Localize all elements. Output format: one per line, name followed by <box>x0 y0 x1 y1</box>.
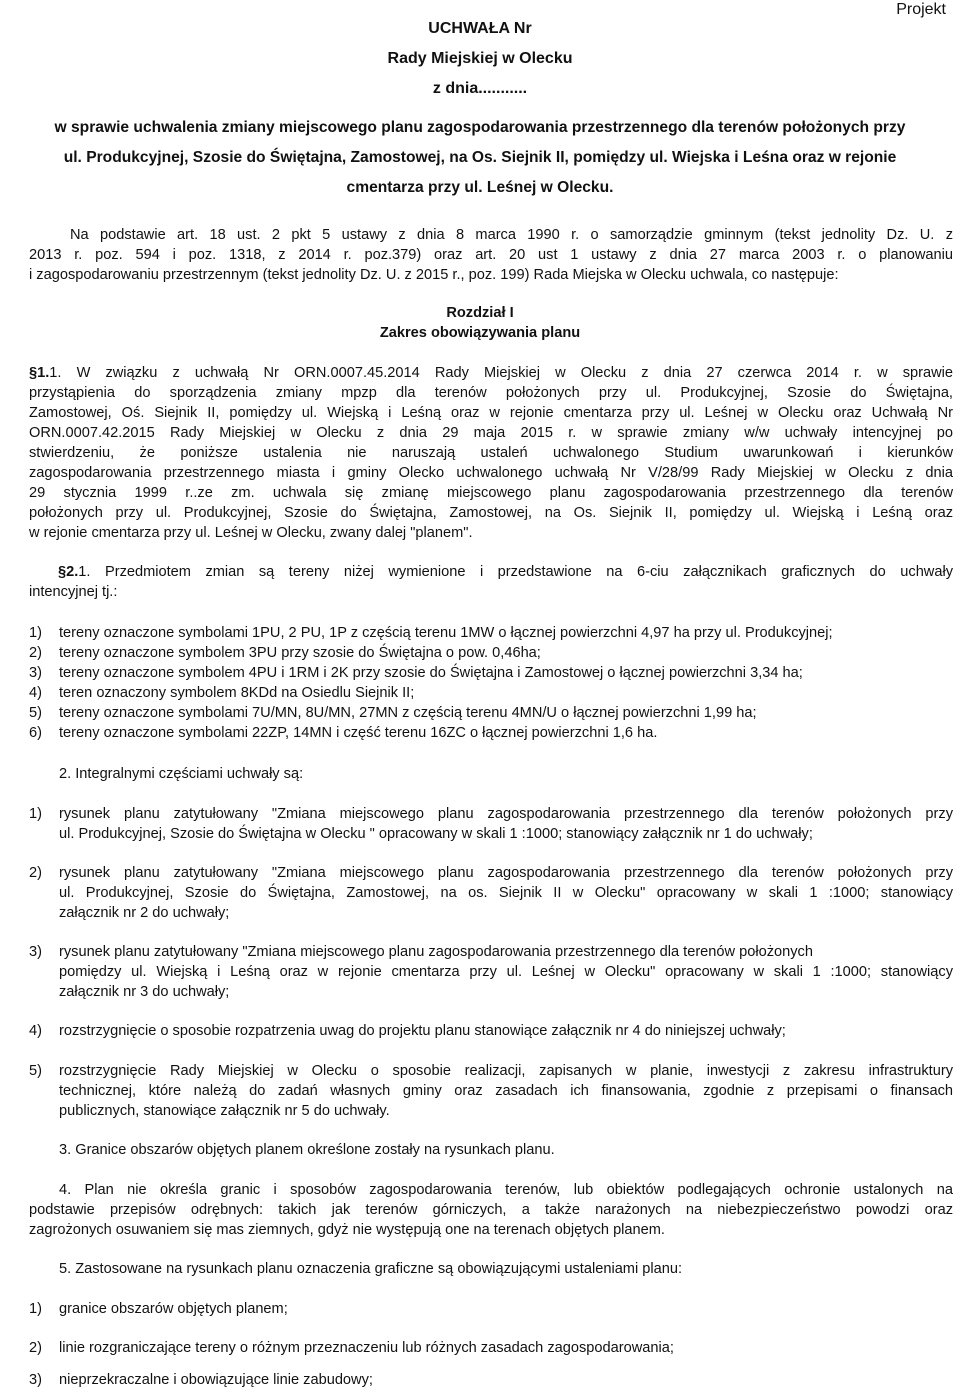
section-1-line: położonych przy ul. Produkcyjnej, Szosie do Świętajna, Zamostowej, na Os. Siejnik II, pomiędzy ul. Wiejską i Leśną oraz <box>29 505 953 521</box>
attachment-text: rysunek planu zatytułowany "Zmiana miejscowego planu zagospodarowania przestrzennego dla terenów położonych <box>59 944 813 960</box>
item-text: tereny oznaczone symbolami 7U/MN, 8U/MN, 27MN z częścią terenu 4MN/U o łącznej powierzchni 1,99 ha; <box>59 705 757 721</box>
attachment-text: załącznik nr 3 do uchwały; <box>59 984 230 1000</box>
item-text: linie rozgraniczające tereny o różnym przeznaczeniu lub różnych zasadach zagospodarowania; <box>59 1340 674 1356</box>
item-number: 4) <box>29 685 42 701</box>
item-text: tereny oznaczone symbolem 3PU przy szosie do Świętajna o pow. 0,46ha; <box>59 645 541 661</box>
title-line: cmentarza przy ul. Leśnej w Olecku. <box>346 179 614 196</box>
chapter-subtitle: Zakres obowiązywania planu <box>379 325 581 341</box>
item-number: 3) <box>29 665 42 681</box>
item-text: tereny oznaczone symbolami 1PU, 2 PU, 1P z częścią terenu 1MW o łącznej powierzchni 4,97 ha przy ul. Produkcyjnej; <box>59 625 833 641</box>
list-item <box>29 664 803 684</box>
attachment-text: rozstrzygnięcie Rady Miejskiej w Olecku o sposobie realizacji, zapisanych w planie, inwestycji z zakresu infrastruktury <box>59 1063 953 1079</box>
preamble-line: 2013 r. poz. 594 i poz. 1318, z 2014 r. poz.379) oraz art. 20 ust 1 ustawy z dnia 27 marca 2003 r. o planowaniu <box>29 247 953 263</box>
title-line: w sprawie uchwalenia zmiany miejscowego planu zagospodarowania przestrzennego dla terenów położonych przy <box>54 119 906 136</box>
section-sign: §1. <box>29 365 50 381</box>
item-number: 5) <box>29 705 42 721</box>
council-name: Rady Miejskiej w Olecku <box>387 50 573 67</box>
attachment-text: pomiędzy ul. Wiejską i Leśną oraz w rejonie cmentarza przy ul. Leśnej w Olecku" opracowany w skali 1 :1000; stanowiący <box>59 964 953 980</box>
section-1-line: 29 stycznia 1999 r..ze zm. uchwala się zmianę miejscowego planu zagospodarowania przestrzennego dla terenów <box>29 485 953 501</box>
attachment-text: publicznych, stanowiące załącznik nr 5 do uchwały. <box>59 1103 390 1119</box>
section-1-text: 1. W związku z uchwałą Nr ORN.0007.45.2014 Rady Miejskiej w Olecku z dnia 27 czerwca 2014 r. w sprawie <box>49 365 953 381</box>
item-number: 3) <box>29 1372 42 1388</box>
resolution-number: UCHWAŁA Nr <box>428 20 532 37</box>
preamble-line: i zagospodarowaniu przestrzennym (tekst jednolity Dz. U. z 2015 r., poz. 199) Rada Miejska w Olecku uchwala, co następuje: <box>29 267 839 283</box>
item-number: 6) <box>29 725 42 741</box>
section-2-paragraph-3: 3. Granice obszarów objętych planem określone zostały na rysunkach planu. <box>59 1142 555 1158</box>
draft-label: Projekt <box>896 1 946 18</box>
item-number: 1) <box>29 1301 42 1317</box>
item-text: granice obszarów objętych planem; <box>59 1301 288 1317</box>
list-item <box>29 724 658 744</box>
item-text: tereny oznaczone symbolami 22ZP, 14MN i część terenu 16ZC o łącznej powierzchni 1,6 ha. <box>59 725 658 741</box>
list-item <box>29 1300 288 1320</box>
item-number: 2) <box>29 1340 42 1356</box>
section-2-paragraph-4: podstawie przepisów odrębnych: takich jak terenów górniczych, a także narażonych na niebezpieczeństwo powodzi oraz <box>29 1202 953 1218</box>
attachment-text: rysunek planu zatytułowany "Zmiana miejscowego planu zagospodarowania przestrzennego dla terenów położonych przy <box>59 806 953 822</box>
list-item <box>29 644 541 664</box>
attachment-number: 1) <box>29 806 42 822</box>
section-2-paragraph-5: 5. Zastosowane na rysunkach planu oznaczenia graficzne są obowiązującymi ustaleniami planu: <box>59 1261 683 1277</box>
list-item <box>29 1339 674 1359</box>
item-number: 2) <box>29 645 42 661</box>
section-1-line: Zamostowej, Oś. Siejnik II, pomiędzy ul. Wiejską i Leśną oraz w rejonie cmentarza przy ul. Leśnej w Olecku oraz Uchwałą Nr <box>29 405 953 421</box>
section-1-line: w rejonie cmentarza przy ul. Leśnej w Olecku, zwany dalej "planem". <box>29 525 473 541</box>
section-2-paragraph-4: zagrożonych osuwaniem się mas ziemnych, gdyż nie występują one na terenach objętych planem. <box>29 1222 665 1238</box>
attachment-text: technicznej, które należą do zadań własnych gminy oraz zasadach ich finansowania, zgodnie z przepisami o finansach <box>59 1083 953 1099</box>
attachment-number: 2) <box>29 865 42 881</box>
attachment-number: 4) <box>29 1023 42 1039</box>
item-number: 1) <box>29 625 42 641</box>
attachment-text: załącznik nr 2 do uchwały; <box>59 905 230 921</box>
section-1-line: przystąpienia do sporządzenia zmiany mpzp dla terenów położonych przy ul. Produkcyjnej, Szosie do Świętajna, <box>29 385 953 401</box>
attachment-text: ul. Produkcyjnej, Szosie do Świętajna, Zamostowej, na os. Siejnik II w Olecku" opracowany w skali 1 :1000; stanowiący <box>59 885 953 901</box>
attachment-text: rysunek planu zatytułowany "Zmiana miejscowego planu zagospodarowania przestrzennego dla terenów położonych przy <box>59 865 953 881</box>
section-2-paragraph-4: 4. Plan nie określa granic i sposobów zagospodarowania terenów, lub obiektów podlegających ochronie ustalonych na <box>59 1182 953 1198</box>
preamble-line: Na podstawie art. 18 ust. 2 pkt 5 ustawy z dnia 8 marca 1990 r. o samorządzie gminnym (tekst jednolity Dz. U. z <box>70 227 953 243</box>
section-2-line: intencyjnej tj.: <box>29 584 118 600</box>
section-1-line: ORN.0007.42.2015 Rady Miejskiej w Olecku z dnia 29 maja 2015 r. w sprawie zmiany w/w uchwały intencyjnej po <box>29 425 953 441</box>
item-text: tereny oznaczone symbolem 4PU i 1RM i 2K przy szosie do Świętajna i Zamostowej o łącznej powierzchni 3,34 ha; <box>59 665 803 681</box>
section-2-line-1 <box>29 563 953 583</box>
attachment-number: 5) <box>29 1063 42 1079</box>
list-item <box>29 1371 373 1391</box>
list-item <box>29 704 757 724</box>
list-item <box>29 684 415 704</box>
section-1-line-1 <box>29 364 953 384</box>
title-line: ul. Produkcyjnej, Szosie do Świętajna, Zamostowej, na Os. Siejnik II, pomiędzy ul. Wiejska i Leśna oraz w rejonie <box>63 149 897 166</box>
list-item <box>29 624 833 644</box>
section-sign: §2. <box>58 564 79 580</box>
item-text: teren oznaczony symbolem 8KDd na Osiedlu Siejnik II; <box>59 685 415 701</box>
attachment-number: 3) <box>29 944 42 960</box>
chapter-title: Rozdział I <box>446 305 514 321</box>
attachment-text: ul. Produkcyjnej, Szosie do Świętajna w Olecku " opracowany w skali 1 :1000; stanowiący załącznik nr 1 do uchwały; <box>59 826 813 842</box>
attachment-text: rozstrzygnięcie o sposobie rozpatrzenia uwag do projektu planu stanowiące załącznik nr 4 do niniejszej uchwały; <box>59 1023 786 1039</box>
section-1-line: stwierdzeniu, że poniższe ustalenia nie naruszają ustaleń uchwalonego Studium uwarunkowań i kierunków <box>29 445 953 461</box>
section-2-paragraph-2: 2. Integralnymi częściami uchwały są: <box>59 766 304 782</box>
section-2-text: 1. Przedmiotem zmian są tereny niżej wymienione i przedstawione na 6-ciu załącznikach graficznych do uchwały <box>78 564 953 580</box>
item-text: nieprzekraczalne i obowiązujące linie zabudowy; <box>59 1372 373 1388</box>
section-1-line: zagospodarowania przestrzennego miasta i gminy Olecko uchwalonego uchwałą Nr V/28/99 Rady Miejskiej w Olecku z dnia <box>29 465 953 481</box>
resolution-date: z dnia........... <box>432 80 528 97</box>
